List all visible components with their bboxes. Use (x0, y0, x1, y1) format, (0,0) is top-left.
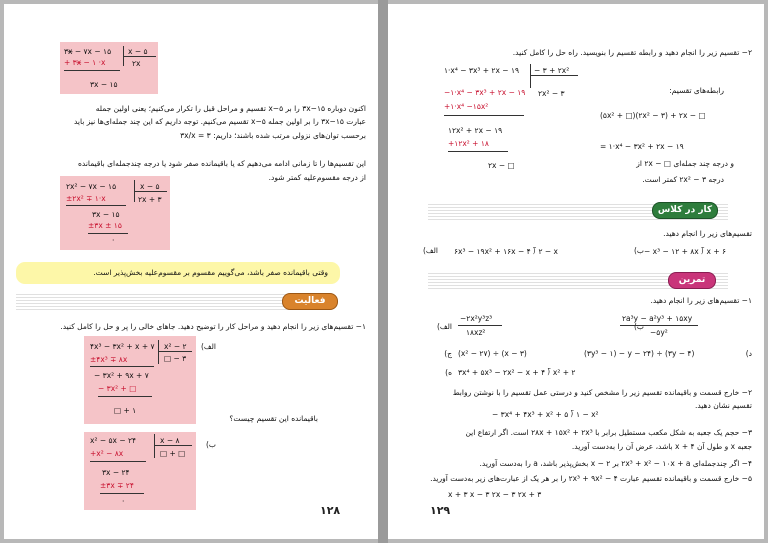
exercise-5-options: x + ۳ x − ۳ ۲x − ۳ ۲x + ۳ (448, 490, 542, 499)
classwork-intro: تقسیم‌های زیر را انجام دهید. (663, 229, 752, 238)
exercise-5: ۵− خارج قسمت و باقیمانده تقسیم عبارت ۲x³ + ۹x² − ۴ را بر هر یک از عبارت‌های زیر به‌دست آورید. (430, 474, 752, 483)
ex1c: (x² − ۲۷) ÷ (x − ۳) (458, 349, 527, 358)
divB-dividend: x² − ۵x − ۲۴ (90, 436, 137, 445)
note-text: وقتی باقیمانده صفر باشد، می‌گوییم مقسوم بر مقسوم‌علیه بخش‌پذیر است. (93, 268, 328, 277)
exercise-4: ۴− اگر چندجمله‌ای ۲x³ + x² − ۱۰x + a بر ۲ − x بخش‌پذیر باشد، a را به‌دست آورید. (479, 459, 752, 468)
div1-divisor: x − ۵ (128, 47, 148, 56)
div2-divisor: x − ۵ (140, 182, 160, 191)
div2-remainder: · (112, 236, 115, 245)
relations-label: رابطه‌های تقسیم: (669, 86, 724, 95)
paragraph-line-5: از درجه مقسوم‌علیه کمتر شود. (268, 173, 366, 182)
divR-subtract-2: +۱۲x² + ۱۸ (448, 139, 489, 148)
paragraph-line-2: عبارت ۱۵−۳x را بر اولین جمله ۵−x تقسیم می‌کنیم. توجه داریم که این چند جمله‌ای‌ها نیز باید (73, 117, 366, 126)
divB-subtract-1: +x² − ۸x (90, 449, 124, 458)
div1-quotient: ۲x (132, 59, 141, 68)
div2-subtract-2: ±۳x ± ۱۵ (88, 221, 122, 230)
exercise-1: ۱− تقسیم‌های زیر را انجام دهید. (650, 296, 752, 305)
label-a: الف) (200, 342, 216, 351)
activity-instructions: ۱− تقسیم‌های زیر را انجام دهید و مراحل کار را توضیح دهید. جاهای خالی را پر و حل را کامل کنید. (60, 322, 366, 331)
div1-dividend: ۳x̶ − ۷x − ۱۵ (64, 47, 112, 56)
divB-quotient: □ + □ (160, 449, 186, 458)
classwork-b: − x³ − ۱۲ + ۸x ⟌ x + ۶ (644, 247, 727, 256)
classwork-a: ۶x³ − ۱۹x² + ۱۶x − ۴ ⟌ ۲ − x (454, 247, 558, 256)
div1-remainder: ۳x − ۱۵ (90, 80, 118, 89)
ex1e-label: ه) (445, 368, 452, 377)
right-page (388, 4, 764, 539)
paragraph-line-3: برحسب توان‌های نزولی مرتب شده باشند؛ داریم: ۳ = ۳x/x (180, 131, 366, 140)
divA-remainder: □ + ۱ (114, 406, 137, 415)
div2-dividend: ۲x² − ۷x − ۱۵ (66, 182, 117, 191)
divR-subtract-1: −۱·x⁴ − ۳x³ + ۲x − ۱۹ (444, 88, 526, 97)
divA-quotient: □ − ۳ (164, 354, 187, 363)
ex1a-denominator: ۱۸xz² (466, 328, 486, 337)
divR-step-2: +۱·x⁴ −۱۵x² (444, 102, 489, 111)
ex1b-numerator: ۲a³y − a²y³ + ۱۵xy (622, 314, 693, 323)
classwork-badge: کار در کلاس (652, 202, 718, 219)
div2-subtract-1: ±۲x² ∓ ۱·x (66, 194, 106, 203)
exercise-3b: جعبه x و طول آن ۴ + x باشد، عرض آن را به‌دست آورید. (571, 442, 752, 451)
paragraph-line-4: این تقسیم‌ها را تا زمانی ادامه می‌دهیم که یا باقیمانده صفر شود یا درجه چندجمله‌ای باقیمانده (77, 159, 366, 168)
remainder-question: باقیمانده این تقسیم چیست؟ (229, 414, 318, 423)
div1-subtract: + ۳x̶ − ۱ ·x (64, 58, 106, 67)
divB-subtract-2: ±۳x ∓ ۲۴ (100, 481, 134, 490)
page-number-right: ۱۲۹ (430, 504, 451, 517)
ex1b-denominator: −۵y² (650, 328, 668, 337)
exercise-2b: تقسیم نشان دهید. (694, 401, 752, 410)
divR-dividend: ۱·x⁴ − ۳x³ + ۲x − ۱۹ (444, 66, 520, 75)
book-gutter (378, 0, 388, 543)
classwork-b-label: ب) (634, 246, 644, 255)
divA-divisor: x² − ۲ (164, 342, 187, 351)
label-b: ب) (206, 440, 216, 449)
exercise-2-math: − ۳x⁴ + ۴x³ + x² + ۵ ⟌ ۱ − x² (492, 410, 599, 419)
ex1d-label: د) (745, 349, 752, 358)
ex1e: ۳x⁴ + ۵x³ − ۲x² − x + ۴ ⟌ x² + ۲ (458, 368, 576, 377)
ex1c-label: ج) (444, 349, 452, 358)
divB-step-2: ۳x − ۲۴ (102, 468, 130, 477)
page-number-left: ۱۲۸ (320, 504, 341, 517)
exercise-3: ۳− حجم یک جعبه به شکل مکعب مستطیل برابر با ۲۸x + ۱۵x² + ۲x³ است. اگر ارتفاع این (465, 428, 752, 437)
paragraph-line-1: اکنون دوباره ۱۵−۳x را بر ۵−x تقسیم و مراحل قبل را تکرار می‌کنیم؛ یعنی اولین جمله (95, 104, 366, 113)
divR-divisor: − ۳ + ۲x² (534, 66, 570, 75)
div2-quotient: ۲x + ۳ (138, 195, 162, 204)
divR-remainder: ۲x − □ (488, 161, 515, 170)
divB-remainder: · (122, 497, 125, 506)
div2-step-2: ۳x − ۱۵ (92, 210, 120, 219)
activity-badge: فعالیت (282, 293, 338, 310)
divB-divisor: x − ۸ (160, 436, 180, 445)
classwork-a-label: الف) (422, 246, 438, 255)
relation-1: (۵x² + □)(۲x² − ۳) + ۲x − □ (600, 111, 706, 120)
ex1a-label: الف) (436, 322, 452, 331)
divA-subtract-2: − ۳x² + □ (98, 384, 137, 393)
question-2: ۲− تقسیم زیر را انجام دهید و رابطه تقسیم را بنویسید. راه حل را کامل کنید. (512, 48, 752, 57)
ex1a-numerator: −۲x²y³z³ (460, 314, 493, 323)
divR-step-3: ۱۲x² + ۲x − ۱۹ (448, 126, 503, 135)
ex1b-label: ب) (634, 322, 644, 331)
relation-3: و درجه چند جمله‌ای □ − ۲x از (636, 159, 734, 168)
activity-header-stripes (16, 294, 306, 310)
left-page (4, 4, 378, 539)
exercise-badge: تمرین (668, 272, 716, 289)
ex1d: (۳y³ − ۱) − y − ۲۴) ÷ (۳y − ۴) (584, 349, 695, 358)
divR-quotient: ۲x² − ۳ (538, 89, 565, 98)
exercise-2: ۲− خارج قسمت و باقیمانده تقسیم زیر را مشخص کنید و درستی عمل تقسیم را با نوشتن روابط (452, 388, 752, 397)
divA-step-2: − ۳x² + ۹x + ۷ (94, 371, 149, 380)
divA-subtract-1: ±۴x³ ∓ ۸x (90, 355, 128, 364)
relation-4: درجه ۳ − ۲x² کمتر است. (642, 175, 724, 184)
relation-2: = ۱·x⁴ − ۳x² + ۲x − ۱۹ (600, 142, 684, 151)
divA-dividend: ۴x³ − ۳x² + x + ۷ (90, 342, 155, 351)
